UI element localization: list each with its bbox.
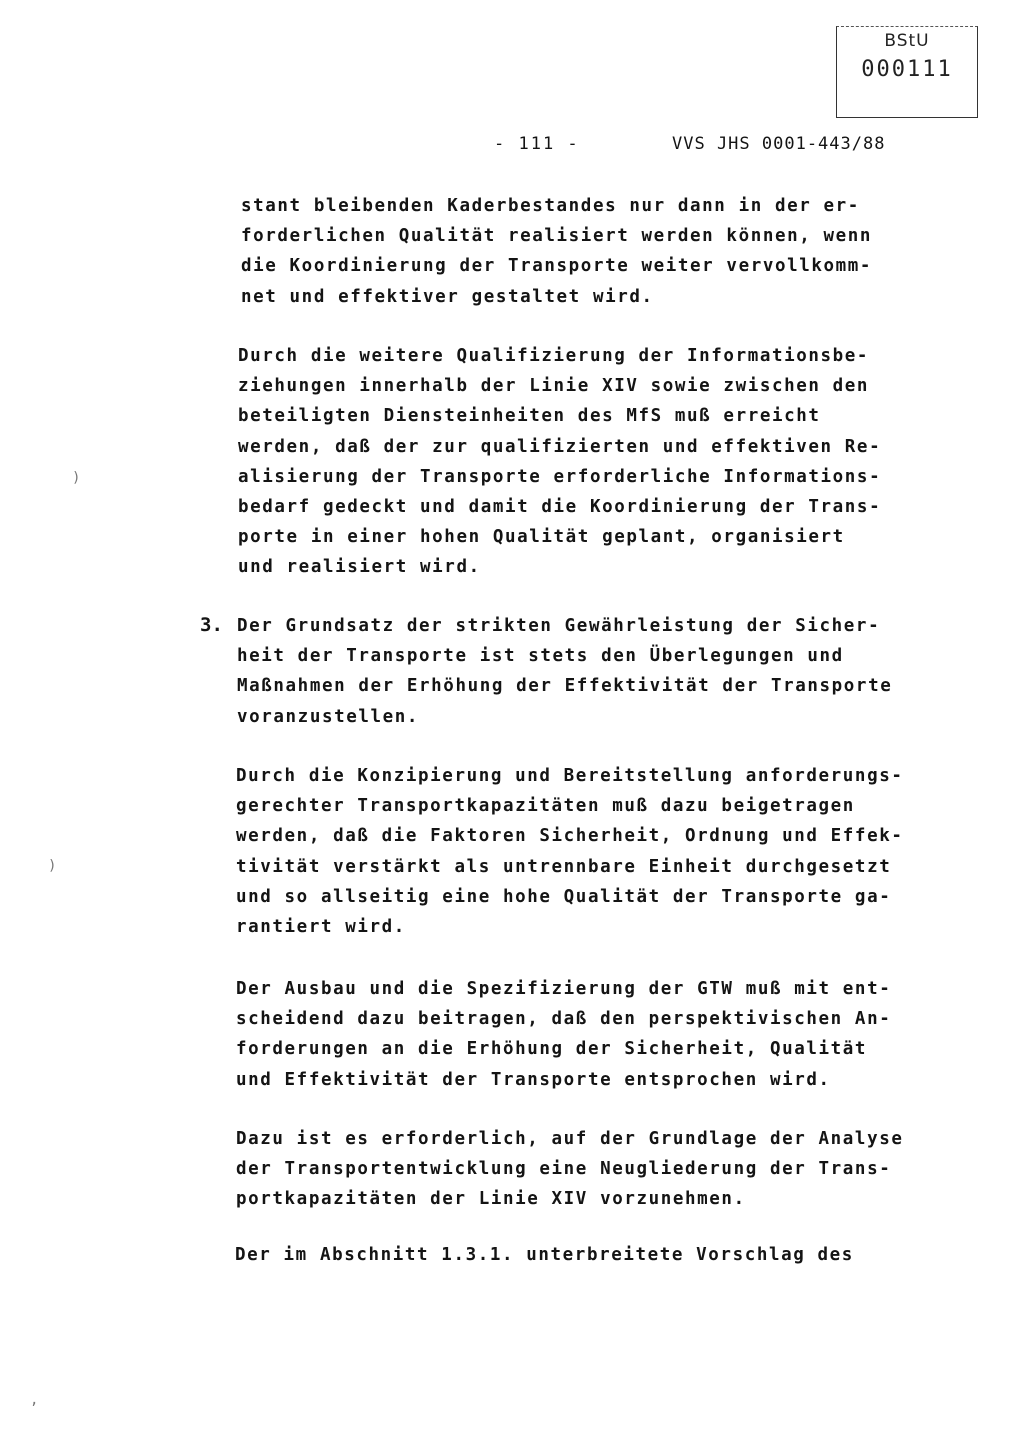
text-line: Der im Abschnitt 1.3.1. unterbreitete Vorschlag des (235, 1245, 854, 1265)
text-line: ziehungen innerhalb der Linie XIV sowie zwischen den (238, 376, 870, 397)
text-line: die Koordinierung der Transporte weiter vervollkomm- (241, 256, 873, 277)
stamp-label: BStU (884, 31, 930, 51)
text-line: tivität verstärkt als untrennbare Einheit durchgesetzt (236, 856, 892, 877)
text-line: Dazu ist es erforderlich, auf der Grundlage der Analyse (236, 1129, 904, 1149)
text-line: und Effektivität der Transporte entsprochen wird. (236, 1069, 831, 1090)
text-line: beteiligten Diensteinheiten des MfS muß erreicht (238, 406, 821, 427)
text-line: der Transportentwicklung eine Neugliederung der Trans- (236, 1159, 892, 1180)
text-line: und realisiert wird. (238, 557, 481, 578)
text-line: voranzustellen. (237, 706, 420, 727)
text-line: net und effektiver gestaltet wird. (241, 286, 654, 307)
document-reference: VVS JHS 0001-443/88 (672, 134, 886, 154)
text-line: stant bleibenden Kaderbestandes nur dann in der er- (241, 196, 860, 216)
text-line: Durch die weitere Qualifizierung der Informationsbe- (238, 346, 870, 366)
text-line: forderlichen Qualität realisiert werden können, wenn (241, 226, 873, 247)
text-line: und so allseitig eine hohe Qualität der Transporte ga- (236, 886, 892, 907)
text-line: forderungen an die Erhöhung der Sicherheit, Qualität (236, 1039, 868, 1060)
text-line: Der Grundsatz der strikten Gewährleistung der Sicher- (237, 616, 881, 636)
margin-mark: ) (72, 470, 81, 486)
text-line: alisierung der Transporte erforderliche Informations- (238, 466, 882, 487)
text-line: werden, daß die Faktoren Sicherheit, Ordnung und Effek- (236, 826, 904, 847)
text-line: heit der Transporte ist stets den Überlegungen und (237, 646, 844, 667)
margin-mark: ) (48, 858, 57, 874)
text-line: Der Ausbau und die Spezifizierung der GTW muß mit ent- (236, 979, 892, 999)
text-line: werden, daß der zur qualifizierten und effektiven Re- (238, 436, 882, 457)
text-line: gerechter Transportkapazitäten muß dazu beigetragen (236, 796, 855, 817)
page-header (0, 134, 1024, 158)
archive-stamp (836, 26, 978, 118)
text-line: porte in einer hohen Qualität geplant, organisiert (238, 527, 845, 548)
text-line: Durch die Konzipierung und Bereitstellung anforderungs- (236, 766, 904, 786)
text-line: Maßnahmen der Erhöhung der Effektivität der Transporte (237, 676, 893, 697)
text-line: portkapazitäten der Linie XIV vorzunehmen. (236, 1189, 746, 1210)
stamp-number: 000111 (861, 57, 953, 82)
text-line: rantiert wird. (236, 917, 406, 937)
item-number: 3. (200, 614, 223, 636)
margin-mark: , (30, 1392, 39, 1408)
text-line: scheidend dazu beitragen, daß den perspektivischen An- (236, 1009, 892, 1030)
text-line: bedarf gedeckt und damit die Koordinierung der Trans- (238, 497, 882, 517)
page-number: - 111 - (494, 134, 580, 154)
